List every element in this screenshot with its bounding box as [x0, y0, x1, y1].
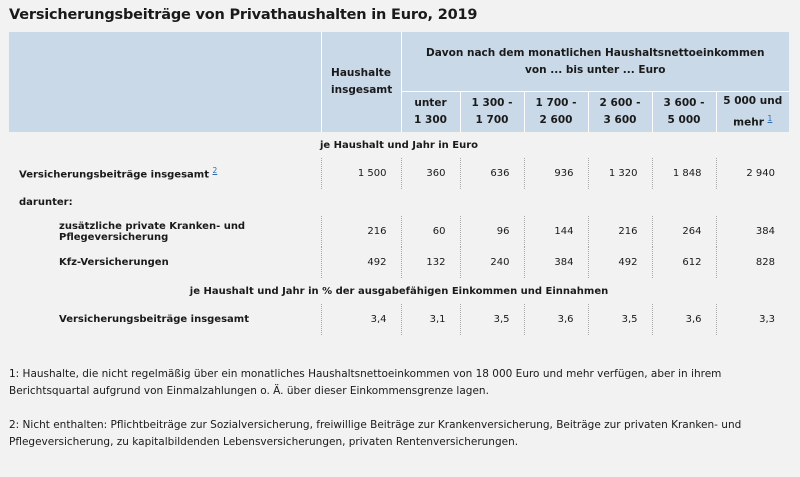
footnote-2: 2: Nicht enthalten: Pflichtbeiträge zur Sozialversicherung, freiwillige Beiträge zur Krankenversicherung, Beiträge zur privaten Kranken- und Pflegeversicherung, zu kapitalbildenden Lebensversicherungen, privaten Rentenversicherungen. — [9, 419, 742, 448]
header-bracket-6: 5 000 und mehr $^1$ — [716, 92, 789, 133]
cell-value: 492 — [588, 247, 652, 278]
header-bracket-5: 3 600 - 5 000 — [652, 92, 716, 133]
table-row — [9, 247, 789, 278]
cell-value: 264 — [652, 216, 716, 247]
footnotes — [9, 366, 789, 468]
cell-value: 936 — [524, 158, 588, 189]
cell-value: 216 — [321, 216, 401, 247]
cell-value: 144 — [524, 216, 588, 247]
section-heading-euro: je Haushalt und Jahr in Euro — [319, 139, 479, 151]
cell-value: 3,5 — [588, 304, 652, 335]
header-group — [401, 32, 789, 92]
section-heading-percent: je Haushalt und Jahr in % der ausgabefähigen Einkommen und Einnahmen — [189, 285, 609, 297]
footnote-link-1[interactable]: 1 — [767, 113, 773, 123]
header-corner — [9, 32, 321, 132]
row-label-health: zusätzliche private Kranken- und Pflegeversicherung — [59, 220, 246, 243]
header-bracket-3: 1 700 - 2 600 — [524, 92, 588, 133]
page-title: Versicherungsbeiträge von Privathaushalten in Euro, 2019 — [9, 7, 478, 23]
cell-value: 3,3 — [716, 304, 789, 335]
header-group-line2: von ... bis unter ... Euro — [525, 63, 666, 76]
cell-value: 240 — [460, 247, 524, 278]
cell-value: 492 — [321, 247, 401, 278]
cell-value: 1 848 — [652, 158, 716, 189]
darunter-label: darunter: — [19, 197, 73, 208]
table-row — [9, 158, 789, 189]
cell-value: 360 — [401, 158, 460, 189]
insurance-table — [9, 32, 789, 335]
cell-value: 96 — [460, 216, 524, 247]
cell-value: 3,5 — [460, 304, 524, 335]
cell-value: 828 — [716, 247, 789, 278]
header-bracket-1: unter 1 300 — [401, 92, 460, 133]
cell-value: 636 — [460, 158, 524, 189]
header-bracket-2: 1 300 - 1 700 — [460, 92, 524, 133]
header-total — [321, 32, 401, 132]
cell-value: 3,6 — [524, 304, 588, 335]
cell-value: 60 — [401, 216, 460, 247]
cell-value: 3,6 — [652, 304, 716, 335]
cell-value: 384 — [524, 247, 588, 278]
header-bracket-4: 2 600 - 3 600 — [588, 92, 652, 133]
footnote-1: 1: Haushalte, die nicht regelmäßig über ein monatliches Haushaltsnettoeinkommen von 18 000 Euro und mehr verfügen, aber in ihrem Berichtsquartal aufgrund von Einmalzahlungen o. Ä. über dieser Einkommensgrenze lagen. — [9, 368, 722, 397]
row-label-total: Versicherungsbeiträge insgesamt $^2$ — [19, 166, 218, 181]
row-label-pct: Versicherungsbeiträge insgesamt — [59, 314, 249, 325]
cell-value: 132 — [401, 247, 460, 278]
table-row — [9, 304, 789, 335]
header-group-line1: Davon nach dem monatlichen Haushaltsnettoeinkommen — [426, 46, 765, 59]
row-label-kfz: Kfz-Versicherungen — [59, 257, 169, 268]
footnote-link-2[interactable]: 2 — [212, 166, 218, 176]
table-row — [9, 216, 789, 247]
cell-value: 612 — [652, 247, 716, 278]
cell-value: 2 940 — [716, 158, 789, 189]
header-total-label: Haushalte insgesamt — [331, 67, 393, 96]
cell-value: 3,4 — [321, 304, 401, 335]
cell-value: 216 — [588, 216, 652, 247]
cell-value: 1 320 — [588, 158, 652, 189]
cell-value: 384 — [716, 216, 789, 247]
cell-value: 1 500 — [321, 158, 401, 189]
cell-value: 3,1 — [401, 304, 460, 335]
